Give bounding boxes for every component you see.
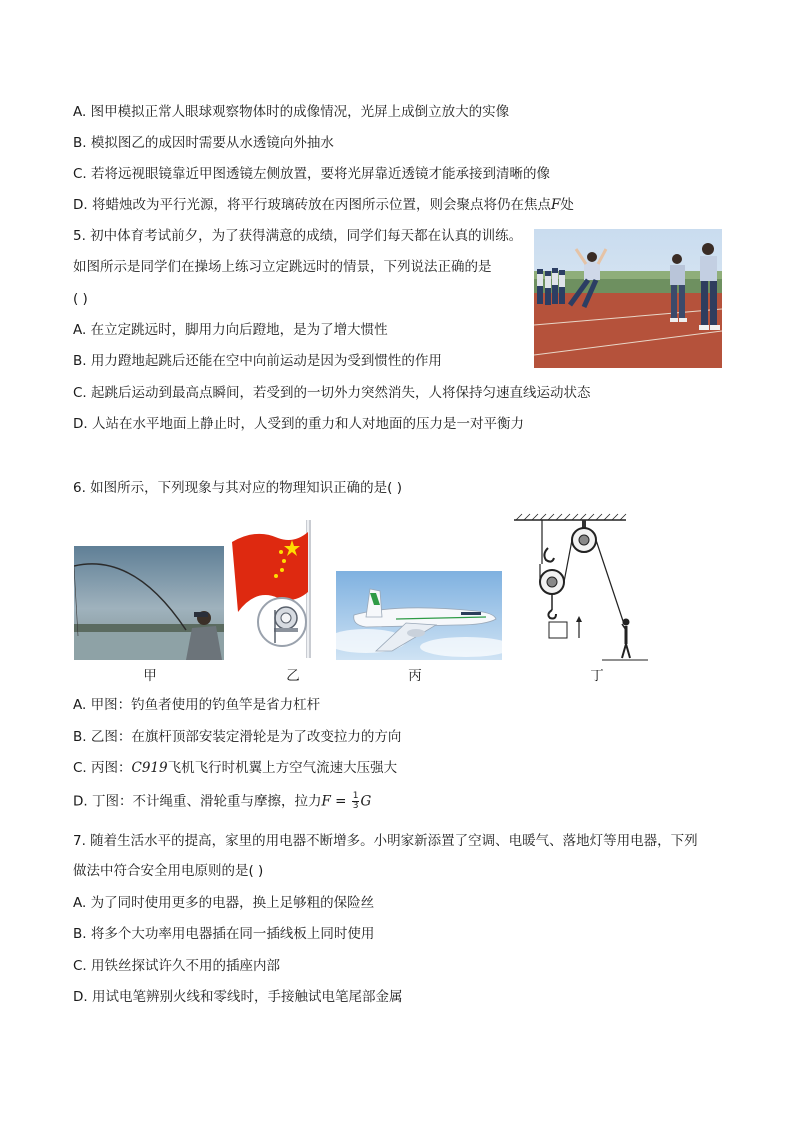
q7-stem-line-1: 7. 随着生活水平的提高，家里的用电器不断增多。小明家新添置了空调、电暖气、落地灯等用电器，下列 [73, 833, 698, 849]
airplane-photo [336, 571, 502, 660]
fraction-one-third [352, 792, 360, 811]
q5-stem-line-2: 如图所示是同学们在操场上练习立定跳远时的情景，下列说法正确的是 [73, 259, 492, 275]
q6-option-c-suffix: 飞机飞行时机翼上方空气流速大压强大 [167, 760, 398, 776]
q7-option-b: B. 将多个大功率用电器插在同一插线板上同时使用 [73, 926, 375, 942]
q4-option-c: C. 若将远视眼镜靠近甲图透镜左侧放置，要将光屏靠近透镜才能承接到清晰的像 [73, 166, 551, 182]
fraction-numerator: 1 [352, 791, 359, 801]
figure-caption-ding: 丁 [590, 668, 604, 684]
force-expression: F = [321, 793, 351, 810]
q6-option-c [73, 759, 397, 777]
q4-option-a: A. 图甲模拟正常人眼球观察物体时的成像情况，光屏上成倒立放大的实像 [73, 104, 510, 120]
q5-option-a: A. 在立定跳远时，脚用力向后蹬地，是为了增大惯性 [73, 322, 388, 338]
long-jump-photo [534, 229, 722, 368]
fishing-photo [74, 546, 224, 660]
q4-option-b: B. 模拟图乙的成因时需要从水透镜向外抽水 [73, 135, 334, 151]
q4-option-d-suffix: 处 [560, 197, 574, 213]
q5-option-b: B. 用力蹬地起跳后还能在空中向前运动是因为受到惯性的作用 [73, 353, 442, 369]
q7-option-d: D. 用试电笔辨别火线和零线时，手接触试电笔尾部金属 [73, 989, 403, 1005]
q6-option-a: A. 甲图：钓鱼者使用的钓鱼竿是省力杠杆 [73, 697, 321, 713]
pulley-system-diagram [512, 512, 652, 662]
figure-caption-yi: 乙 [286, 668, 300, 684]
aircraft-model: C919 [131, 760, 168, 776]
q6-option-c-text: C. 丙图： [73, 760, 132, 776]
gravity-variable: G [360, 793, 372, 810]
q4-option-d-text: D. 将蜡烛改为平行光源，将平行玻璃砖放在丙图所示位置，则会聚点将仍在焦点 [73, 197, 551, 213]
q6-option-b: B. 乙图：在旗杆顶部安装定滑轮是为了改变拉力的方向 [73, 729, 402, 745]
q4-option-d [73, 196, 574, 214]
figure-caption-bing: 丙 [408, 668, 422, 684]
fraction-denominator: 3 [352, 801, 359, 811]
q6-option-d [73, 792, 371, 811]
flag-pulley-figure [230, 518, 322, 658]
focus-variable: F [550, 197, 561, 213]
q6-stem: 6. 如图所示，下列现象与其对应的物理知识正确的是( ) [73, 480, 402, 496]
q7-option-a: A. 为了同时使用更多的电器，换上足够粗的保险丝 [73, 895, 375, 911]
q5-stem-line-1: 5. 初中体育考试前夕，为了获得满意的成绩，同学们每天都在认真的训练。 [73, 228, 523, 244]
q7-option-c: C. 用铁丝探试许久不用的插座内部 [73, 958, 281, 974]
figure-caption-jia: 甲 [143, 668, 157, 684]
q7-stem-line-2: 做法中符合安全用电原则的是( ) [73, 863, 264, 879]
q6-option-d-text: D. 丁图：不计绳重、滑轮重与摩擦，拉力 [73, 793, 322, 810]
q5-option-d: D. 人站在水平地面上静止时，人受到的重力和人对地面的压力是一对平衡力 [73, 416, 524, 432]
q5-option-c: C. 起跳后运动到最高点瞬间，若受到的一切外力突然消失，人将保持匀速直线运动状态 [73, 385, 591, 401]
q5-answer-blank: ( ) [73, 291, 88, 307]
